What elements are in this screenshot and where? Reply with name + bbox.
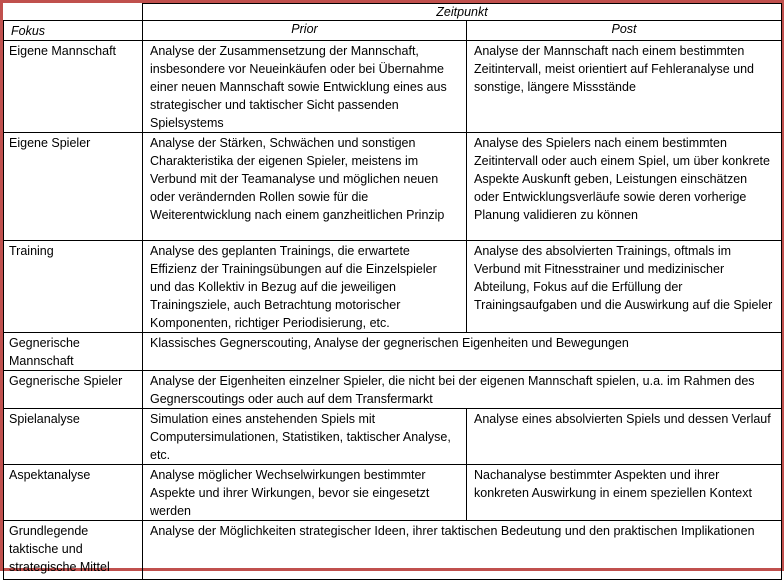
- row-label: Gegnerische Mannschaft: [4, 333, 143, 371]
- post-cell: Analyse der Mannschaft nach einem bestimmten Zeitintervall, meist orientiert auf Fehleranalyse und sonstige, längere Missstände: [467, 41, 782, 133]
- prior-cell: Analyse möglicher Wechselwirkungen bestimmter Aspekte und ihrer Wirkungen, bevor sie eingesetzt werden: [143, 465, 467, 521]
- prior-cell: Analyse des geplanten Trainings, die erwartete Effizienz der Trainingsübungen auf die Einzelspieler und das Kollektiv in Bezug auf die jeweiligen Trainingsziele, auch Betrachtung motorischer Komponenten, richtiger Periodisierung, etc.: [143, 241, 467, 333]
- table-row: [4, 409, 782, 465]
- header-prior: Prior: [143, 21, 467, 41]
- table-row: [4, 41, 782, 133]
- span-cell: Analyse der Eigenheiten einzelner Spieler, die nicht bei der eigenen Mannschaft spielen, u.a. im Rahmen des Gegnerscoutings oder auch auf dem Transfermarkt: [143, 371, 782, 409]
- analysis-table: [3, 3, 782, 580]
- header-row-group: [4, 4, 782, 21]
- span-cell: Klassisches Gegnerscouting, Analyse der gegnerischen Eigenheiten und Bewegungen: [143, 333, 782, 371]
- header-empty-cell: [4, 4, 143, 21]
- table-row: [4, 371, 782, 409]
- row-label: Aspektanalyse: [4, 465, 143, 521]
- post-cell: Nachanalyse bestimmter Aspekten und ihrer konkreten Auswirkung in einem speziellen Kontext: [467, 465, 782, 521]
- row-label: Gegnerische Spieler: [4, 371, 143, 409]
- post-cell: Analyse des Spielers nach einem bestimmten Zeitintervall oder auch einem Spiel, um über konkrete Aspekte Auskunft geben, Leistungen einschätzen oder Entwicklungsverläufe sowie deren vorherige Planung validieren zu können: [467, 133, 782, 241]
- table-row: [4, 465, 782, 521]
- prior-cell: Analyse der Stärken, Schwächen und sonstigen Charakteristika der eigenen Spieler, meistens im Verbund mit der Teamanalyse und möglichen neuen oder verändernden Rollen sowie für die Weiterentwicklung nach einem ganzheitlichen Prinzip: [143, 133, 467, 241]
- header-fokus: Fokus: [4, 21, 143, 41]
- post-cell: Analyse des absolvierten Trainings, oftmals im Verbund mit Fitnesstrainer und medizinischer Abteilung, Fokus auf die Erfüllung der Trainingsaufgaben und die Auswirkung auf die Spieler: [467, 241, 782, 333]
- table-row: [4, 133, 782, 241]
- row-label: Eigene Spieler: [4, 133, 143, 241]
- row-label: Grundlegende taktische und strategische Mittel: [4, 521, 143, 580]
- span-cell: Analyse der Möglichkeiten strategischer Ideen, ihrer taktischen Bedeutung und den praktischen Implikationen: [143, 521, 782, 580]
- row-label: Eigene Mannschaft: [4, 41, 143, 133]
- table-row: [4, 333, 782, 371]
- prior-cell: Analyse der Zusammensetzung der Mannschaft, insbesondere vor Neueinkäufen oder bei Übernahme einer neuen Mannschaft sowie Entwicklung eines aus strategischer und taktischer Sicht passenden Spielsystems: [143, 41, 467, 133]
- table-row: [4, 241, 782, 333]
- header-post: Post: [467, 21, 782, 41]
- row-label: Spielanalyse: [4, 409, 143, 465]
- header-row-columns: [4, 21, 782, 41]
- row-label: Training: [4, 241, 143, 333]
- post-cell: Analyse eines absolvierten Spiels und dessen Verlauf: [467, 409, 782, 465]
- prior-cell: Simulation eines anstehenden Spiels mit Computersimulationen, Statistiken, taktischer Analyse, etc.: [143, 409, 467, 465]
- header-zeitpunkt: Zeitpunkt: [143, 4, 782, 21]
